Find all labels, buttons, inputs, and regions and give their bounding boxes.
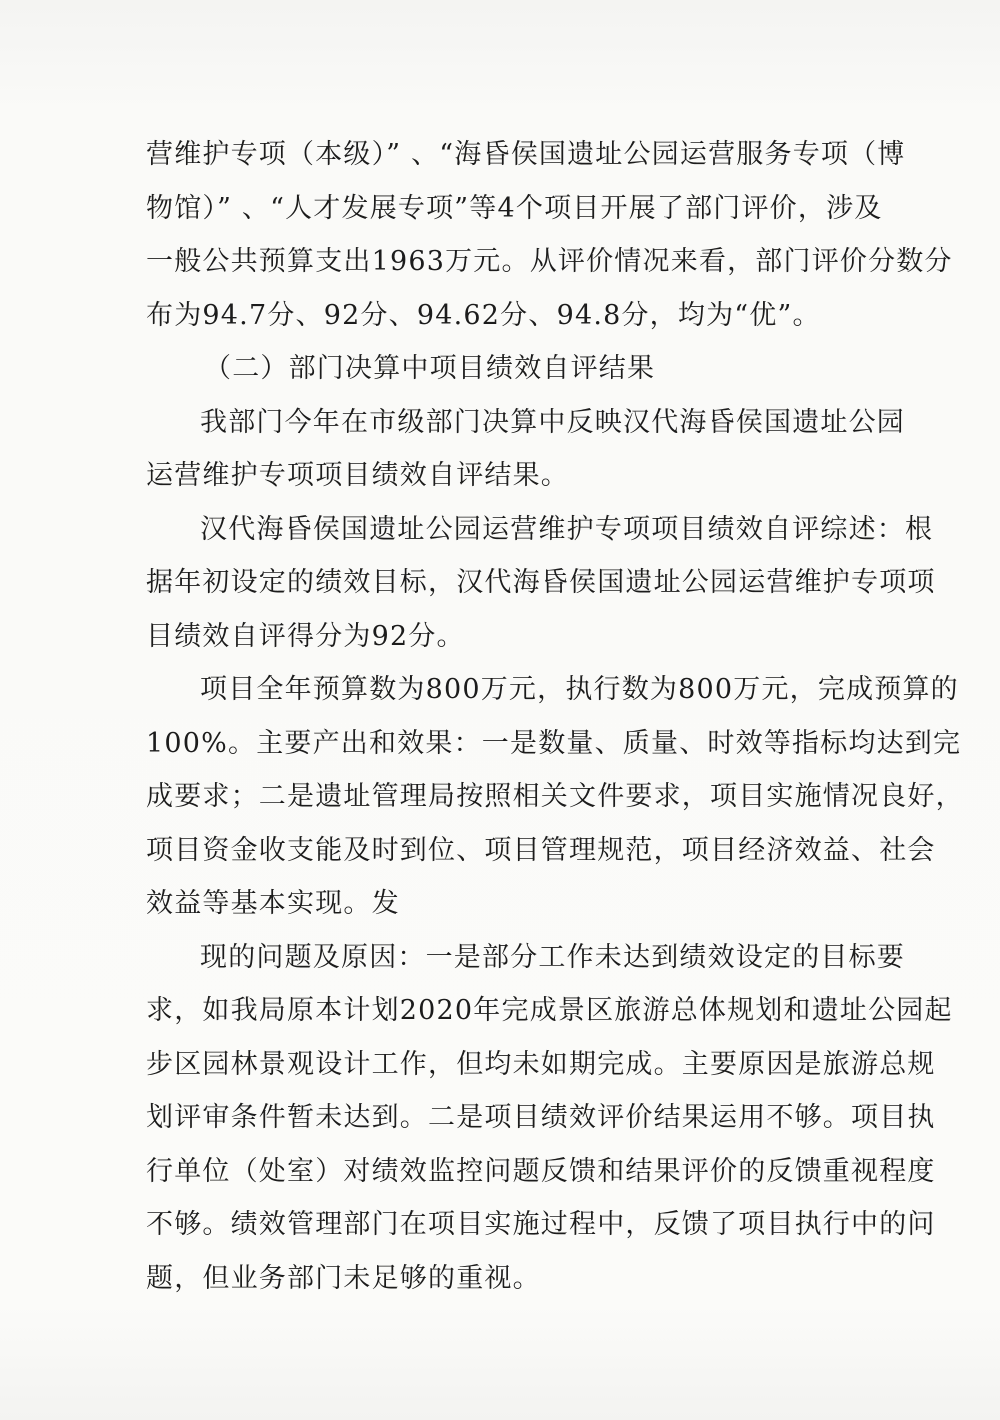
- text-line: 营维护专项（本级）” 、“海昏侯国遗址公园运营服务专项（博: [146, 139, 906, 170]
- text-line: 汉代海昏侯国遗址公园运营维护专项项目绩效自评综述：根: [200, 513, 934, 545]
- text-line: 步区园林景观设计工作，但均未如期完成。主要原因是旅游总规: [146, 1048, 936, 1080]
- text-line: 项目全年预算数为800万元，执行数为800万元，完成预算的: [200, 674, 959, 705]
- text-line: 运营维护专项项目绩效自评结果。: [146, 460, 569, 491]
- text-line: 物馆）” 、“人才发展专项”等4个项目开展了部门评价，涉及: [146, 192, 883, 224]
- text-line: 我部门今年在市级部门决算中反映汉代海昏侯国遗址公园: [200, 406, 905, 438]
- text-line: 求，如我局原本计划2020年完成景区旅游总体规划和遗址公园起: [146, 995, 953, 1026]
- text-line: 划评审条件暂未达到。二是项目绩效评价结果运用不够。项目执: [146, 1102, 936, 1133]
- document-body: [146, 128, 964, 1305]
- text-line: 成要求；二是遗址管理局按照相关文件要求，项目实施情况良好，: [146, 781, 964, 812]
- text-line: 题，但业务部门未足够的重视。: [146, 1262, 541, 1294]
- text-line: 效益等基本实现。发: [146, 888, 400, 919]
- text-line: 不够。绩效管理部门在项目实施过程中，反馈了项目执行中的问: [146, 1209, 936, 1240]
- text-line: 布为94.7分、92分、94.62分、94.8分，均为“优”。: [146, 299, 821, 331]
- text-line: 项目资金收支能及时到位、项目管理规范，项目经济效益、社会: [146, 834, 936, 866]
- text-line: 据年初设定的绩效目标，汉代海昏侯国遗址公园运营维护专项项: [146, 567, 936, 598]
- text-line: 一般公共预算支出1963万元。从评价情况来看，部门评价分数分: [146, 246, 953, 277]
- text-line: 现的问题及原因：一是部分工作未达到绩效设定的目标要: [200, 941, 905, 973]
- text-line: 100%。主要产出和效果：一是数量、质量、时效等指标均达到完: [146, 727, 962, 759]
- section-heading: （二）部门决算中项目绩效自评结果: [204, 353, 656, 384]
- text-line: 目绩效自评得分为92分。: [146, 620, 465, 652]
- text-line: 行单位（处室）对绩效监控问题反馈和结果评价的反馈重视程度: [146, 1155, 936, 1187]
